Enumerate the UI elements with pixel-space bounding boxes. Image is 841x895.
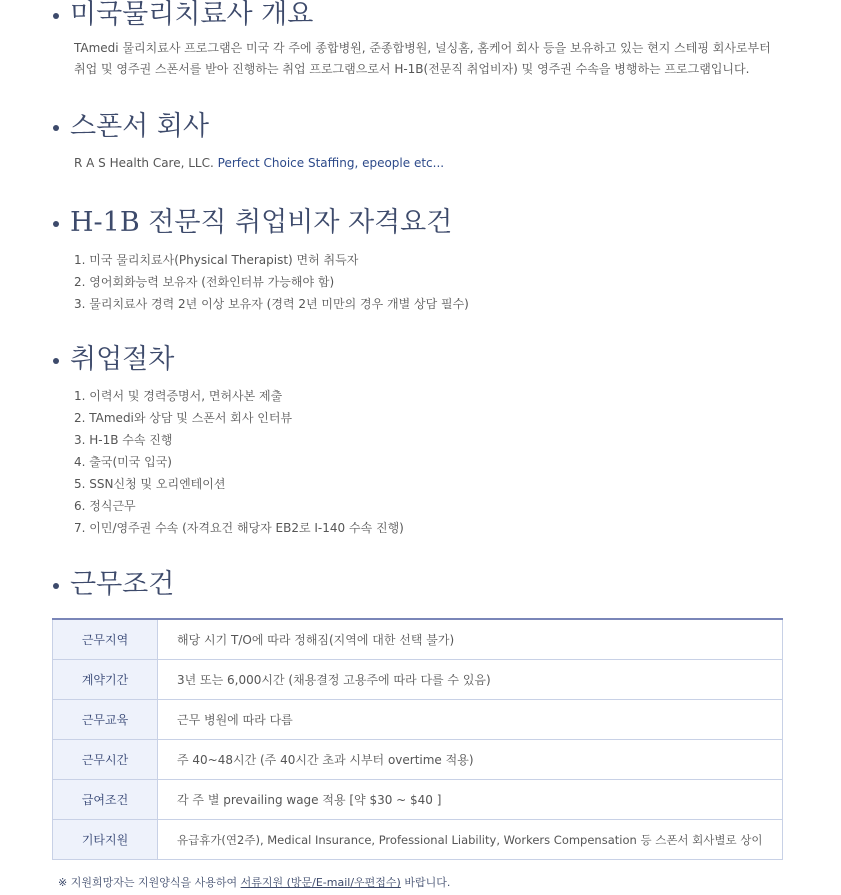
sponsor-list	[74, 154, 792, 172]
sponsor-title: 스폰서 회사	[52, 110, 792, 144]
procedure-title: 취업절차	[52, 343, 792, 377]
bullet-icon	[53, 583, 59, 589]
row-value: 각 주 별 prevailing wage 적용 [약 $30 ~ $40 ]	[158, 780, 783, 820]
bullet-icon	[53, 221, 59, 227]
bullet-icon	[53, 358, 59, 364]
h1b-requirements-list	[74, 249, 792, 315]
conditions-section	[52, 568, 792, 602]
overview-section	[52, 0, 792, 80]
overview-line-1: TAmedi 물리치료사 프로그램은 미국 각 주에 종합병원, 준종합병원, 널싱홈, 홈케어 회사 등을 보유하고 있는 현지 스테핑 회사로부터	[74, 41, 771, 55]
bullet-icon	[53, 125, 59, 131]
conditions-title: 근무조건	[52, 568, 792, 602]
h1b-section	[52, 206, 792, 315]
list-item: 1. 이력서 및 경력증명서, 면허사본 제출	[74, 389, 283, 403]
row-value: 주 40~48시간 (주 40시간 초과 시부터 overtime 적용)	[158, 740, 783, 780]
procedure-list	[74, 385, 792, 539]
list-item: 7. 이민/영주권 수속 (자격요건 해당자 EB2로 I-140 수속 진행)	[74, 521, 404, 535]
row-label: 기타지원	[53, 820, 158, 860]
overview-text	[74, 38, 792, 80]
list-item: 6. 정식근무	[74, 499, 136, 513]
apply-link[interactable]: 서류지원 (방문/E-mail/우편접수)	[240, 876, 401, 889]
table-row	[53, 740, 783, 780]
list-item: 1. 미국 물리치료사(Physical Therapist) 면허 취득자	[74, 253, 359, 267]
list-item: 2. TAmedi와 상담 및 스폰서 회사 인터뷰	[74, 411, 293, 425]
row-value: 3년 또는 6,000시간 (채용결정 고용주에 따라 다를 수 있음)	[158, 660, 783, 700]
row-label: 계약기간	[53, 660, 158, 700]
list-item: 2. 영어회화능력 보유자 (전화인터뷰 가능해야 함)	[74, 275, 335, 289]
list-item: 3. H-1B 수속 진행	[74, 433, 173, 447]
h1b-title: H-1B 전문직 취업비자 자격요건	[52, 206, 792, 240]
list-item: 5. SSN신청 및 오리엔테이션	[74, 477, 226, 491]
row-value: 해당 시기 T/O에 따라 정해짐(지역에 대한 선택 불가)	[158, 619, 783, 660]
application-note	[58, 874, 450, 890]
procedure-section	[52, 343, 792, 539]
row-value: 유급휴가(연2주), Medical Insurance, Professional Liability, Workers Compensation 등 스폰서 회사별로 상이	[158, 820, 783, 860]
table-row	[53, 619, 783, 660]
row-label: 급여조건	[53, 780, 158, 820]
conditions-table	[52, 618, 783, 860]
table-row	[53, 660, 783, 700]
sponsor-section	[52, 110, 792, 172]
list-item: 4. 출국(미국 입국)	[74, 455, 172, 469]
row-label: 근무시간	[53, 740, 158, 780]
row-label: 근무교육	[53, 700, 158, 740]
bullet-icon	[53, 13, 59, 19]
row-value: 근무 병원에 따라 다름	[158, 700, 783, 740]
row-label: 근무지역	[53, 619, 158, 660]
table-row	[53, 780, 783, 820]
note-suffix: 바랍니다.	[400, 876, 451, 889]
sponsor-company: R A S Health Care, LLC.	[74, 156, 214, 170]
overview-title: 미국물리치료사 개요	[52, 0, 792, 32]
note-prefix: ※ 지원희망자는 지원양식을 사용하여	[58, 876, 241, 889]
list-item: 3. 물리치료사 경력 2년 이상 보유자 (경력 2년 미만의 경우 개별 상담 필수)	[74, 297, 469, 311]
overview-line-2: 취업 및 영주권 스폰서를 받아 진행하는 취업 프로그램으로서 H-1B(전문직 취업비자) 및 영주권 수속을 병행하는 프로그램입니다.	[74, 62, 750, 76]
sponsor-company-others: Perfect Choice Staffing, epeople etc...	[217, 156, 445, 170]
table-row	[53, 700, 783, 740]
table-row	[53, 820, 783, 860]
